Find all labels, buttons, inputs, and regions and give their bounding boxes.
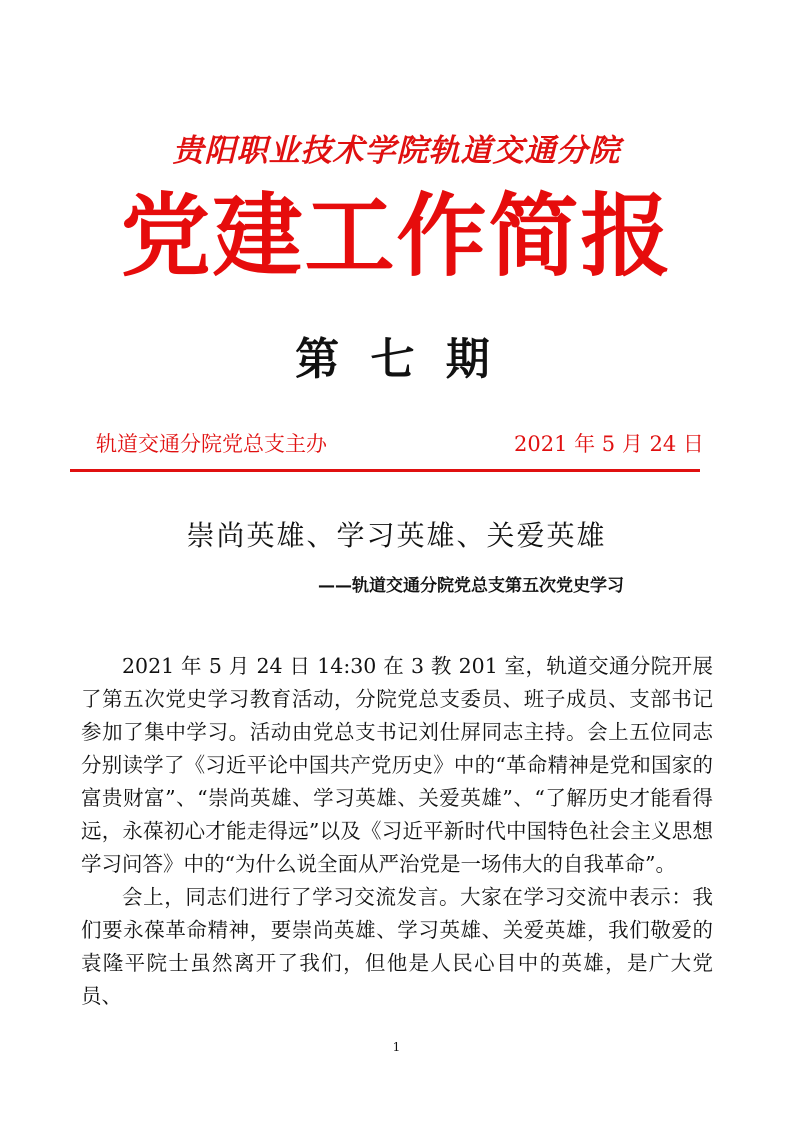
body-paragraph: 会上，同志们进行了学习交流发言。大家在学习交流中表示：我们要永葆革命精神，要崇尚英雄、学习英雄、关爱英雄，我们敬爱的袁隆平院士虽然离开了我们，但他是人民心目中的英雄，是广大党员、: [81, 885, 713, 1008]
organization-name: 贵阳职业技术学院轨道交通分院: [172, 133, 621, 169]
article-title: 崇尚英雄、学习英雄、关爱英雄: [186, 519, 607, 552]
publish-date: 2021 年 5 月 24 日: [514, 432, 704, 456]
masthead-title: 党建工作简报: [120, 184, 673, 289]
body-paragraph: 2021 年 5 月 24 日 14:30 在 3 教 201 室，轨道交通分院开展了第五次党史学习教育活动，分院党总支委员、班子成员、支部书记参加了集中学习。活动由党总支书记刘仕屏同志主持。会上五位同志分别读学了《习近平论中国共产党历史》中的“革命精神是党和国家的富贵财富”、“崇尚英雄、学习英雄、关爱英雄”、“了解历史才能看得远，永葆初心才能走得远”以及《习近平新时代中国特色社会主义思想学习问答》中的“为什么说全面从严治党是一场伟大的自我革命”。: [81, 654, 713, 876]
article-body: [81, 650, 713, 1013]
issue-number: 第 七 期: [295, 334, 498, 385]
article-subtitle: ——轨道交通分院党总支第五次党史学习: [318, 576, 624, 596]
header-divider: [70, 469, 700, 472]
page-number: 1: [392, 1040, 401, 1054]
sponsor-line: 轨道交通分院党总支主办: [96, 432, 327, 456]
